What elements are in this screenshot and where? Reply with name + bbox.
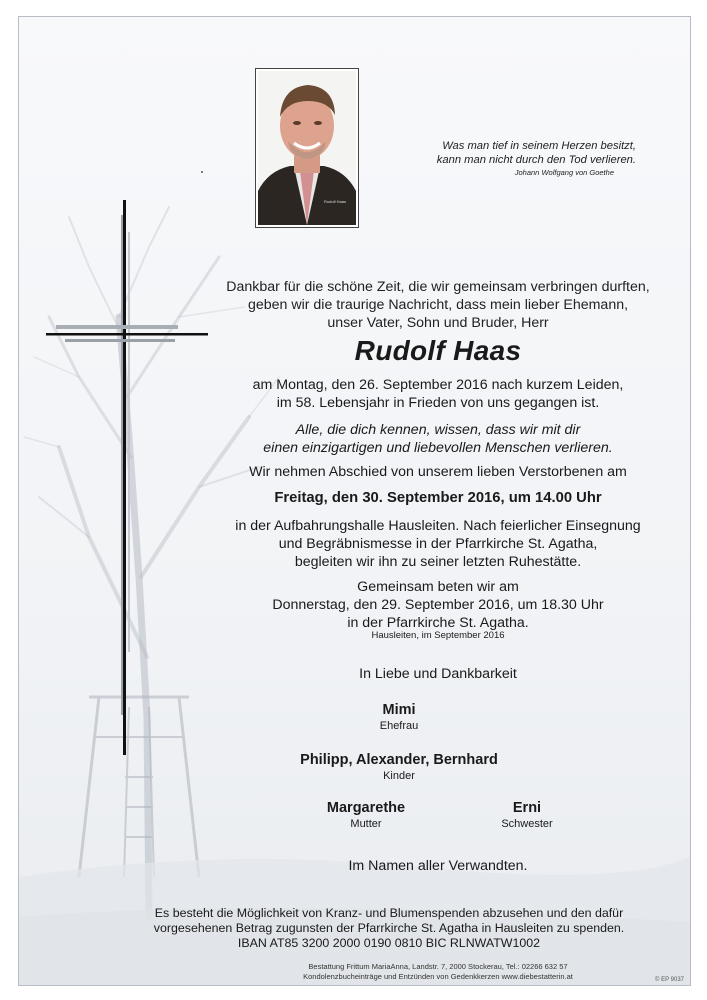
mourner-name: Philipp, Alexander, Bernhard	[300, 752, 498, 768]
mourner-name: Mimi	[382, 702, 416, 718]
mourner-name: Margarethe	[326, 800, 406, 816]
intro-text: Dankbar für die schöne Zeit, die wir gemeinsam verbringen durften, geben wir die traurige Nachricht, dass mein lieber Ehemann, unser Vater, Sohn und Bruder, Herr	[226, 279, 650, 331]
funeral-date: Freitag, den 30. September 2016, um 14.00 Uhr	[274, 490, 602, 506]
quote-line: kann man nicht durch den Tod verlieren.	[436, 154, 636, 166]
obituary-card	[18, 16, 691, 986]
mourner-mother	[289, 800, 443, 830]
portrait-photo	[255, 68, 359, 228]
mourner-role: Kinder	[383, 770, 415, 782]
death-notice: am Montag, den 26. September 2016 nach kurzem Leiden, im 58. Lebensjahr in Frieden von uns gegangen ist.	[252, 377, 624, 411]
farewell-line: Wir nehmen Abschied von unserem lieben Verstorbenen am	[249, 464, 627, 480]
donation-note: Es besteht die Möglichkeit von Kranz- und Blumenspenden abzusehen und den dafür vorgesehenen Betrag zugunsten der Pfarrkirche St. Agatha in Hausleiten zu spenden. IBAN AT85 3200 2000 0190 0810 BIC RLNWATW1002	[153, 906, 625, 950]
relatives-line: Im Namen aller Verwandten.	[348, 858, 528, 874]
place-date: Hausleiten, im September 2016	[371, 630, 505, 641]
quote	[364, 139, 636, 178]
verse: Alle, die dich kennen, wissen, dass wir mit dir einen einzigartigen und liebevollen Menschen verlieren.	[263, 422, 613, 456]
deceased-name: Rudolf Haas	[354, 335, 522, 366]
service-details: in der Aufbahrungshalle Hausleiten. Nach feierlicher Einsegnung und Begräbnismesse in der Pfarrkirche St. Agatha, begleiten wir ihn zu seiner letzten Ruhestätte.	[235, 518, 641, 570]
mourner-sister	[467, 800, 587, 830]
mourner-role: Ehefrau	[379, 720, 419, 732]
mourner-role: Mutter	[350, 818, 382, 830]
funeral-home-footer: Bestattung Frittum MariaAnna, Landstr. 7, 2000 Stockerau, Tel.: 02266 632 57 Kondolenzbucheinträge und Entzünden von Gedenkkerzen www.diebestatterin.at	[303, 962, 573, 981]
quote-author: Johann Wolfgang von Goethe	[514, 168, 614, 177]
love-line: In Liebe und Dankbarkeit	[359, 666, 517, 682]
prayer-details: Gemeinsam beten wir am Donnerstag, den 29. September 2016, um 18.30 Uhr in der Pfarrkirche St. Agatha.	[272, 579, 604, 631]
mourner-role: Schwester	[501, 818, 553, 830]
mourner-name: Erni	[512, 800, 542, 816]
speck	[201, 171, 203, 173]
jacket-label: Rudolf Haas	[324, 199, 347, 204]
print-code: © EP 9037	[655, 977, 684, 983]
quote-line: Was man tief in seinem Herzen besitzt,	[442, 140, 636, 152]
mourner-wife	[319, 702, 479, 732]
mourner-children	[279, 752, 519, 782]
